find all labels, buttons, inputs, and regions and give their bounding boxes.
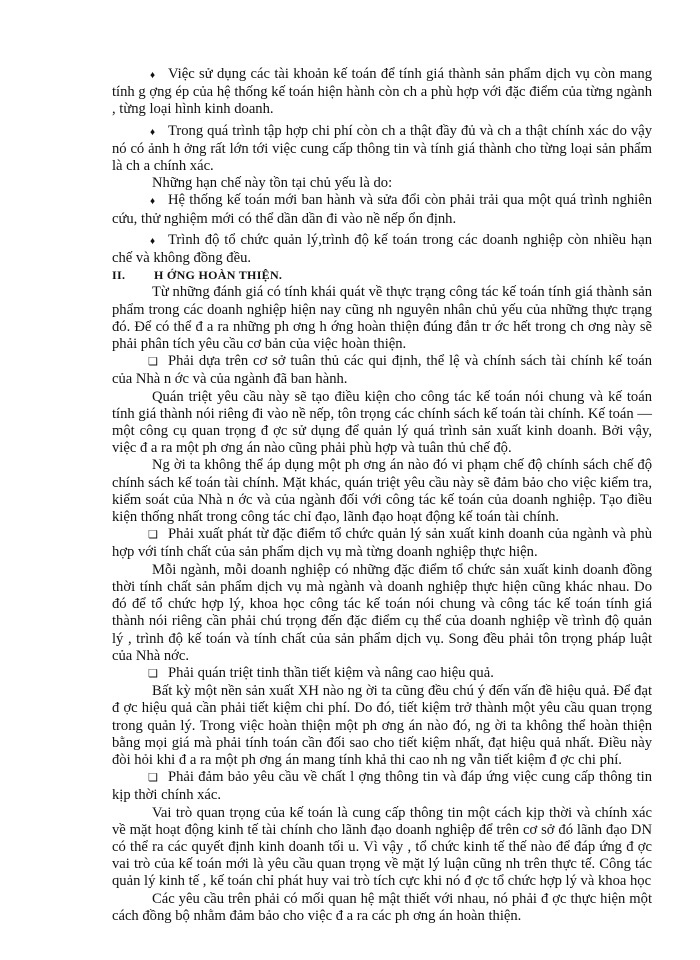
checkbox-bullet-icon: ❏ [148,356,158,369]
body-paragraph: Những hạn chế này tồn tại chủ yếu là do: [152,175,393,192]
paragraph-text: Hệ thống kế toán mới ban hành và sửa đổi còn phải trải qua một quá trình nghiên cứu, thử nghiệm mới có thể dần dần đi vào nề nếp ổn định. [112,192,652,227]
section-title: H ỚNG HOÀN THIỆN. [154,268,283,283]
section-number: II. [112,268,126,283]
checkbox-bullet-icon: ❏ [148,529,158,542]
body-paragraph: Các yêu cầu trên phải có mối quan hệ mật thiết với nhau, nó phải đ ợc thực hiện một cách đồng bộ nhằm đảm bảo cho việc đ a ra các ph ơng án hoàn thiện. [112,890,652,924]
bullet-paragraph [112,66,652,119]
body-paragraph: Bất kỳ một nền sản xuất XH nào ng ời ta cũng đều chú ý đến vấn đề hiệu quả. Để đạt đ ợc hiệu quả cần phải tiết kiệm chi phí. Do đó, tiết kiệm trở thành một yêu cầu quan trọng trong quản lý. Trong việc hoàn thiện một ph ơng án nào đó, ng ời ta không thể hoàn thiện bằng mọi giá mà phải tính toán cần đối sao cho tiết kiệm nhất, đạt hiệu quả nhất. Điều này đòi hỏi khi đ a ra một ph ơng án mang tính khả thi cao nh ng vẫn tiết kiệm đ ợc chi phí. [112,683,652,768]
checkbox-bullet-icon: ❏ [148,772,158,785]
bullet-paragraph [112,123,652,176]
body-paragraph: Quán triệt yêu cầu này sẽ tạo điều kiện cho công tác kế toán nói chung và kế toán tính giá thành nói riêng đi vào nề nếp, tôn trọng các chính sách kế toán tài chính. Kế toán — một công cụ quan trọng đ ợc sử dụng để quản lý quá trình sản xuất kinh doanh. Bởi vậy, việc đ a ra một ph ơng án nào cũng phải phù hợp và tuân thủ chế độ. [112,388,652,457]
paragraph-text: Phải đảm bảo yêu cầu về chất l ợng thông tin và đáp ứng việc cung cấp thông tin kịp thời chính xác. [112,769,652,804]
paragraph-text: Phải quán triệt tinh thần tiết kiệm và nâng cao hiệu quả. [168,664,494,681]
paragraph-text: Phải dựa trên cơ sở tuân thủ các qui định, thể lệ và chính sách tài chính kế toán của Nhà n ớc và của ngành đã ban hành. [112,353,652,388]
diamond-bullet-icon: ♦ [150,126,156,138]
check-paragraph [112,665,652,683]
paragraph-text: Trình độ tổ chức quản lý,trình độ kế toán trong các doanh nghiệp còn nhiều hạn chế và không đồng đều. [112,231,652,267]
paragraph-text: Trong quá trình tập hợp chi phí còn ch a thật đầy đủ và ch a thật chính xác do vậy nó có ảnh h ởng rất lớn tới việc cung cấp thông tin và tính giá thành cho từng loại sản phẩm là ch a chính xác. [112,122,652,175]
check-paragraph [112,769,652,804]
check-paragraph [112,353,652,388]
section-heading [112,267,652,284]
body-paragraph: Mỗi ngành, mỗi doanh nghiệp có những đặc điểm tổ chức sản xuất kinh doanh đồng thời tính chất sản phẩm dịch vụ mà ngành và doanh nghiệp thực hiện cũng khác nhau. Do đó để tổ chức hợp lý, khoa học công tác kế toán nói chung và công tác kế toán tính giá thành nói riêng cần phải chú trọng đến đặc điểm cụ thể của doanh nghiệp về trình độ quản lý , trình độ kế toán và tính chất của sản phẩm dịch vụ. Song đều phải tôn trọng pháp luật của Nhà nớc. [112,561,652,664]
body-paragraph: Vai trò quan trọng của kế toán là cung cấp thông tin một cách kịp thời và chính xác về mặt hoạt động kinh tế tài chính cho lãnh đạo doanh nghiệp để trên cơ sở đó lãnh đạo DN có thể ra các quyết định kinh doanh tối u. Vì vậy , tổ chức kinh tế thế nào để đáp ứng đ ợc vai trò của kế toán mới là yêu cầu quan trọng về mặt lý luận cũng nh trên thực tế. Công tác quản lý kinh tế , kế toán chỉ phát huy vai trò tích cực khi nó đ ợc tổ chức hợp lý và khoa học [112,804,652,890]
bullet-paragraph [112,192,652,227]
body-paragraph: Ng ời ta không thể áp dụng một ph ơng án nào đó vi phạm chế độ chính sách chế độ chính sách kế toán tài chính. Mặt khác, quán triệt yêu cầu này sẽ đảm bảo cho việc kiểm tra, kiểm soát của Nhà n ớc và của ngành đối với công tác kế toán của doanh nghiệp. Tạo điều kiện thống nhất trong công tác chỉ đạo, lãnh đạo hoạt động kế toán tài chính. [112,457,652,526]
paragraph-text: Việc sử dụng các tài khoản kế toán để tính giá thành sản phẩm dịch vụ còn mang tính g ợng ép của hệ thống kế toán hiện hành còn ch a phù hợp với đặc điểm của từng ngành , từng loại hình kinh doanh. [112,66,652,118]
body-paragraph: Từ những đánh giá có tính khái quát về thực trạng công tác kế toán tính giá thành sản phẩm trong các doanh nghiệp hiện nay cũng nh nguyên nhân chủ yếu của những thực trạng đó. Để có thể đ a ra những ph ơng h ớng hoàn thiện đúng đắn tr ớc hết trong ch ơng này sẽ phải phân tích yêu cầu cơ bản của việc hoàn thiện. [112,284,652,353]
check-paragraph [112,526,652,561]
document-page [112,66,652,925]
paragraph-text: Phải xuất phát từ đặc điểm tổ chức quản lý sản xuất kinh doanh của ngành và phù hợp với tính chất của sản phẩm dịch vụ mà từng doanh nghiệp thực hiện. [112,526,652,561]
diamond-bullet-icon: ♦ [150,196,156,208]
checkbox-bullet-icon: ❏ [148,667,158,680]
diamond-bullet-icon: ♦ [150,235,156,247]
bullet-paragraph [112,232,652,267]
diamond-bullet-icon: ♦ [150,70,156,81]
